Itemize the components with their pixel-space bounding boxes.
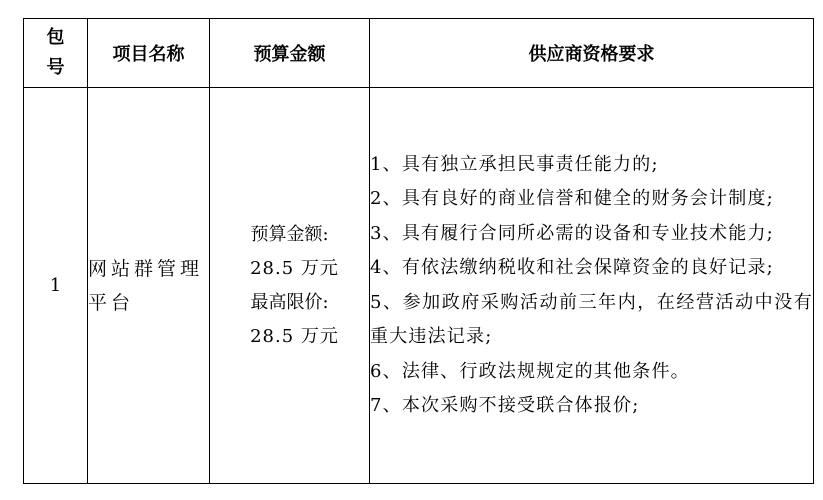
requirement-item: 4、有依法缴纳税收和社会保障资金的良好记录; [370,257,774,278]
requirements-cell [370,88,814,484]
requirement-item: 1、具有独立承担民事责任能力的; [370,153,659,175]
budget-cell [210,88,370,484]
table-row [24,88,814,484]
max-price-amount: 28.5 万元 [250,325,339,347]
header-package-no-line2: 号 [46,57,65,78]
max-price-label: 最高限价: [250,291,329,313]
header-package-no-line1: 包 [46,27,65,48]
requirement-item: 7、本次采购不接受联合体报价; [370,395,640,416]
header-package-no [24,19,88,88]
header-budget: 预算金额 [210,19,370,88]
budget-amount: 28.5 万元 [250,257,339,279]
header-project-name: 项目名称 [88,19,210,88]
requirement-item: 5、参加政府采购活动前三年内，在经营活动中没有重大违法记录; [370,291,813,347]
requirement-item: 3、具有履行合同所必需的设备和专业技术能力; [370,222,774,244]
package-no-cell: 1 [24,88,88,484]
project-name-cell: 网站群管理平台 [88,88,210,484]
requirement-item: 6、法律、行政法规规定的其他条件。 [370,360,690,382]
procurement-table [23,18,814,484]
header-row [24,19,814,88]
budget-label: 预算金额: [250,223,329,245]
requirement-item: 2、具有良好的商业信誉和健全的财务会计制度; [370,188,774,209]
header-requirements: 供应商资格要求 [370,19,814,88]
